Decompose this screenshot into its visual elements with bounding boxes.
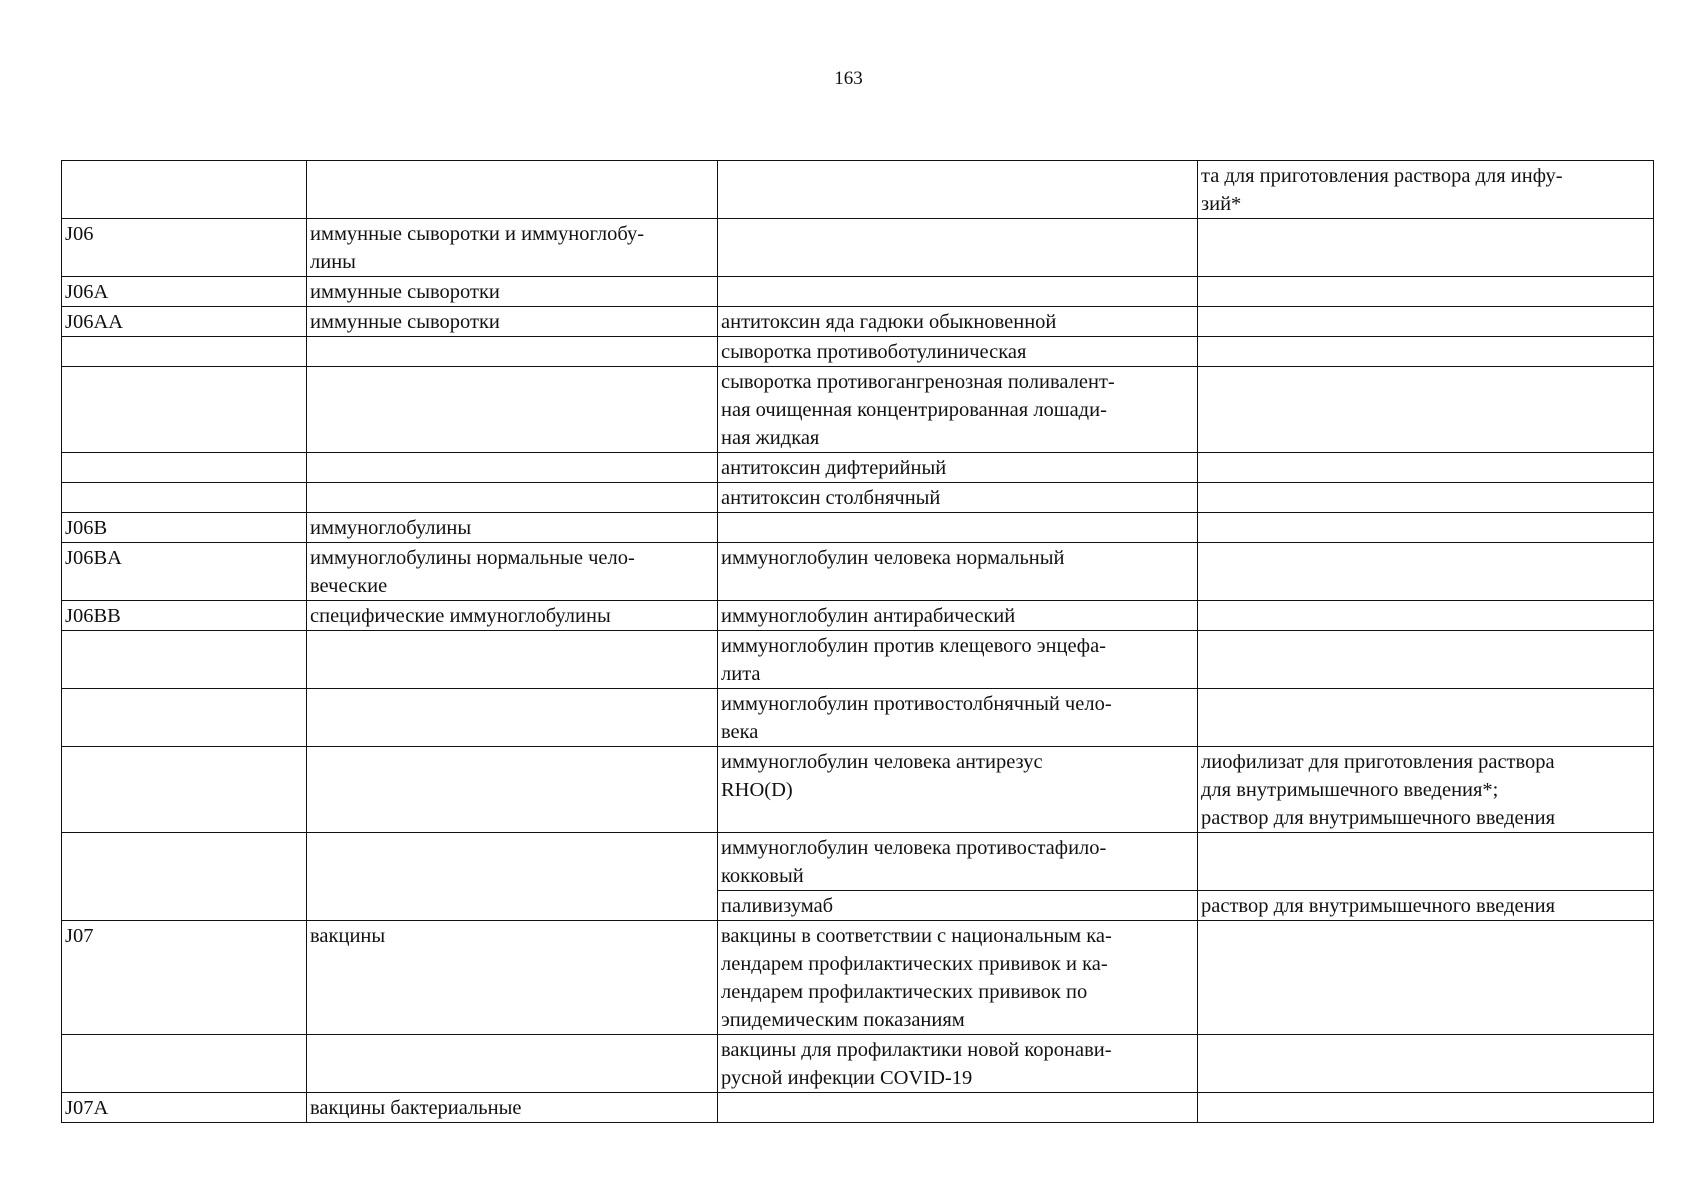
cell-drug: иммуноглобулин человека антирезус RHO(D) — [718, 747, 1198, 833]
cell-form — [1198, 631, 1654, 689]
table-row — [62, 689, 1654, 747]
cell-form: та для приготовления раствора для инфу- зий* — [1198, 161, 1654, 219]
cell-drug: иммуноглобулин человека нормальный — [718, 543, 1198, 601]
cell-group — [307, 483, 718, 513]
cell-code: J07A — [62, 1093, 307, 1123]
cell-code — [62, 747, 307, 833]
cell-code: J06BA — [62, 543, 307, 601]
cell-group — [307, 337, 718, 367]
cell-group — [307, 631, 718, 689]
cell-code — [62, 337, 307, 367]
table-row — [62, 513, 1654, 543]
cell-code: J06AA — [62, 307, 307, 337]
cell-drug: вакцины в соответствии с национальным ка- лендарем профилактических прививок и ка- лендарем профилактических прививок по эпидемическим показаниям — [718, 921, 1198, 1035]
cell-drug: иммуноглобулин противостолбнячный чело- века — [718, 689, 1198, 747]
cell-drug: антитоксин яда гадюки обыкновенной — [718, 307, 1198, 337]
cell-code — [62, 453, 307, 483]
table-row — [62, 631, 1654, 689]
cell-code — [62, 483, 307, 513]
cell-code — [62, 161, 307, 219]
cell-form — [1198, 601, 1654, 631]
page-number: 163 — [834, 68, 863, 89]
cell-code — [62, 631, 307, 689]
cell-group: специфические иммуноглобулины — [307, 601, 718, 631]
cell-form: раствор для внутримышечного введения — [1198, 891, 1654, 921]
cell-group — [307, 833, 718, 921]
cell-form — [1198, 219, 1654, 277]
cell-drug — [718, 513, 1198, 543]
cell-form — [1198, 483, 1654, 513]
cell-group — [307, 453, 718, 483]
cell-drug — [718, 1093, 1198, 1123]
cell-form — [1198, 307, 1654, 337]
cell-group — [307, 367, 718, 453]
cell-group: вакцины бактериальные — [307, 1093, 718, 1123]
cell-code: J06A — [62, 277, 307, 307]
cell-drug: вакцины для профилактики новой коронави- русной инфекции COVID-19 — [718, 1035, 1198, 1093]
drug-table — [61, 160, 1654, 1123]
table-row — [62, 277, 1654, 307]
cell-form — [1198, 337, 1654, 367]
cell-form — [1198, 1093, 1654, 1123]
cell-form — [1198, 689, 1654, 747]
cell-group: иммуноглобулины нормальные чело- веческие — [307, 543, 718, 601]
cell-group: иммуноглобулины — [307, 513, 718, 543]
cell-drug: паливизумаб — [718, 891, 1198, 921]
table-row — [62, 1035, 1654, 1093]
cell-group: иммунные сыворотки — [307, 307, 718, 337]
cell-form: лиофилизат для приготовления раствора для внутримышечного введения*; раствор для внутримышечного введения — [1198, 747, 1654, 833]
table-row — [62, 219, 1654, 277]
cell-drug — [718, 219, 1198, 277]
table-row — [62, 367, 1654, 453]
cell-drug — [718, 161, 1198, 219]
table-row — [62, 601, 1654, 631]
cell-drug: сыворотка противогангренозная поливалент- ная очищенная концентрированная лошади- ная жидкая — [718, 367, 1198, 453]
cell-drug — [718, 277, 1198, 307]
cell-code: J07 — [62, 921, 307, 1035]
cell-form — [1198, 453, 1654, 483]
cell-drug: иммуноглобулин человека противостафило- кокковый — [718, 833, 1198, 891]
cell-group: иммунные сыворотки — [307, 277, 718, 307]
cell-drug: антитоксин дифтерийный — [718, 453, 1198, 483]
cell-group — [307, 747, 718, 833]
table-row — [62, 747, 1654, 833]
cell-form — [1198, 513, 1654, 543]
cell-group: иммунные сыворотки и иммуноглобу- лины — [307, 219, 718, 277]
table-row — [62, 337, 1654, 367]
table-row — [62, 453, 1654, 483]
cell-form — [1198, 543, 1654, 601]
table-row — [62, 161, 1654, 219]
cell-group: вакцины — [307, 921, 718, 1035]
cell-code: J06 — [62, 219, 307, 277]
cell-form — [1198, 833, 1654, 891]
table-row — [62, 543, 1654, 601]
cell-code — [62, 833, 307, 921]
cell-form — [1198, 1035, 1654, 1093]
cell-form — [1198, 277, 1654, 307]
cell-drug: иммуноглобулин антирабический — [718, 601, 1198, 631]
table-row — [62, 307, 1654, 337]
cell-form — [1198, 921, 1654, 1035]
cell-form — [1198, 367, 1654, 453]
cell-drug: сыворотка противоботулиническая — [718, 337, 1198, 367]
cell-group — [307, 1035, 718, 1093]
cell-drug: иммуноглобулин против клещевого энцефа- лита — [718, 631, 1198, 689]
cell-code: J06BB — [62, 601, 307, 631]
cell-group — [307, 689, 718, 747]
cell-code — [62, 689, 307, 747]
cell-code — [62, 1035, 307, 1093]
cell-code: J06B — [62, 513, 307, 543]
table-row — [62, 921, 1654, 1035]
cell-drug: антитоксин столбнячный — [718, 483, 1198, 513]
table-row — [62, 1093, 1654, 1123]
cell-group — [307, 161, 718, 219]
table-row — [62, 483, 1654, 513]
cell-code — [62, 367, 307, 453]
table-row — [62, 833, 1654, 891]
